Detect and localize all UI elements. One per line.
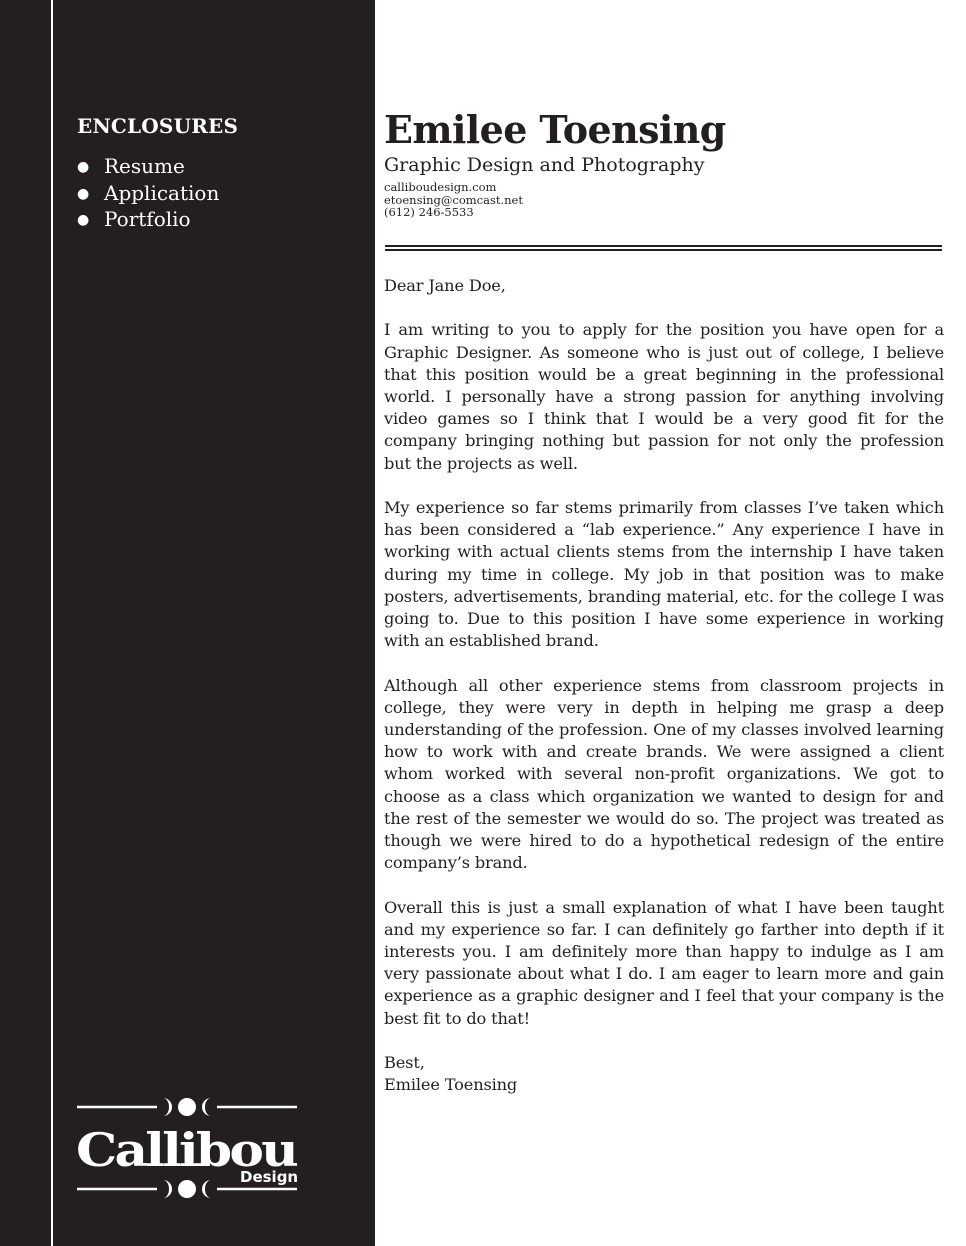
logo-tagline: Design bbox=[240, 1168, 298, 1186]
email: etoensing@comcast.net bbox=[384, 192, 523, 207]
paragraph-2: My experience so far stems primarily from classes I’ve taken which has been considered a “lab experience.” Any experience I have in working with actual clients stems from the internship I have taken during my time in college. My job in that position was to make posters, advertisements, branding material, etc. for the college I was going to. Due to this position I have some experience in working with an established brand. bbox=[384, 498, 944, 651]
enclosure-item-portfolio: ● Portfolio bbox=[77, 207, 219, 234]
sender-name: Emilee Toensing bbox=[384, 107, 726, 152]
header-divider bbox=[385, 245, 942, 251]
callibou-design-logo bbox=[76, 1094, 298, 1202]
logo-wordmark: Callibou bbox=[76, 1123, 298, 1177]
paragraph-1: I am writing to you to apply for the position you have open for a Graphic Designer. As someone who is just out of college, I believe that this position would be a great beginning in the professional world. I personally have a strong passion for anything involving video games so I think that I would be a very good fit for the company bringing nothing but passion for not only the profession but the projects as well. bbox=[384, 320, 944, 473]
bullet-icon: ● bbox=[77, 159, 90, 175]
signature: Emilee Toensing bbox=[384, 1075, 518, 1095]
salutation: Dear Jane Doe, bbox=[384, 276, 506, 295]
enclosure-item-application: ● Application bbox=[77, 181, 219, 208]
bullet-icon: ● bbox=[77, 212, 90, 228]
sidebar bbox=[0, 0, 375, 1246]
letter-body bbox=[384, 275, 944, 1096]
moon-ornament-top-icon bbox=[77, 1098, 297, 1116]
phone: (612) 246-5533 bbox=[384, 205, 474, 220]
paragraph-3: Although all other experience stems from classroom projects in college, they were very in depth in helping me grasp a deep understanding of the profession. One of my classes involved learning how to work with and create brands. We were assigned a client whom worked with several non-profit organizations. We got to choose as a class which organization we wanted to design for and the rest of the semester we would do so. The project was treated as though we were hired to do a hypothetical redesign of the entire company’s brand. bbox=[384, 675, 944, 873]
enclosures-list bbox=[77, 154, 219, 234]
closing: Best, bbox=[384, 1053, 425, 1073]
sender-subtitle: Graphic Design and Photography bbox=[384, 154, 705, 176]
bullet-icon: ● bbox=[77, 185, 90, 202]
contact-info bbox=[384, 181, 523, 219]
paragraph-4: Overall this is just a small explanation of what I have been taught and my experience so far. I can definitely go farther into depth if it interests you. I am definitely more than happy to indulge as I am very passionate about what I do. I am eager to learn more and gain experience as a graphic designer and I feel that your company is the best fit to do that! bbox=[384, 897, 944, 1028]
enclosures-heading: ENCLOSURES bbox=[77, 114, 239, 138]
website: calliboudesign.com bbox=[384, 180, 497, 194]
sidebar-vertical-rule bbox=[51, 0, 53, 1246]
enclosure-item-resume: ● Resume bbox=[77, 154, 219, 181]
